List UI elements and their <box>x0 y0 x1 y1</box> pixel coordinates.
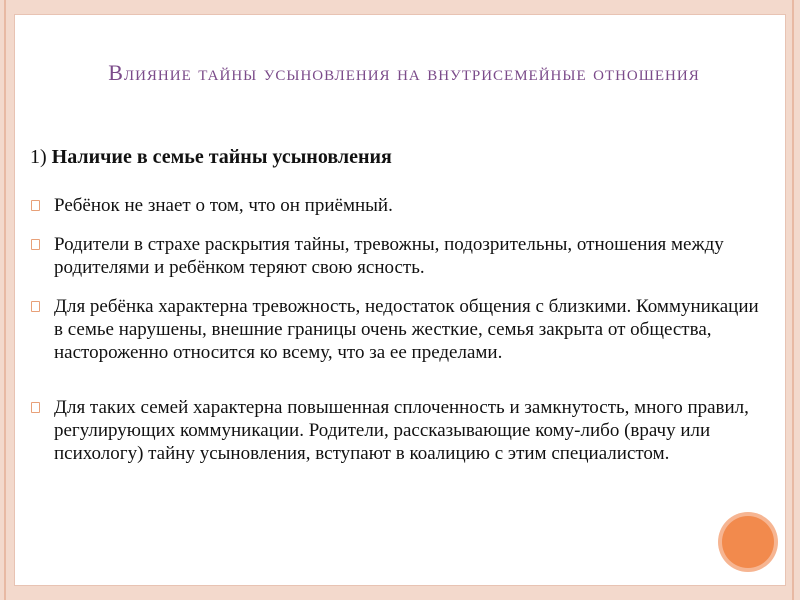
section-number: 1) <box>30 146 47 168</box>
bullet-icon <box>31 301 40 312</box>
bullet-icon <box>31 402 40 413</box>
decorative-circle-icon <box>722 516 774 568</box>
section-heading <box>30 146 392 169</box>
bullet-text: Ребёнок не знает о том, что он приёмный. <box>54 195 393 216</box>
bullet-item <box>28 295 768 364</box>
bullet-icon <box>31 200 40 211</box>
bullet-item <box>28 396 768 465</box>
background-stripe <box>792 0 794 600</box>
slide <box>14 14 786 586</box>
slide-title: Влияние тайны усыновления на внутрисемейные отношения <box>108 60 700 85</box>
bullet-list <box>28 194 768 465</box>
bullet-item <box>28 194 768 217</box>
bullet-text: Для таких семей характерна повышенная сплоченность и замкнутость, много правил, регулирующих коммуникации. Родители, рассказывающие кому-либо (врачу или психологу) тайну усыновления, вступают в коалицию с этим специалистом. <box>54 397 749 464</box>
bullet-icon <box>31 239 40 250</box>
section-heading-text: Наличие в семье тайны усыновления <box>51 146 392 168</box>
bullet-text: Родители в страхе раскрытия тайны, тревожны, подозрительны, отношения между родителями и ребёнком теряют свою ясность. <box>54 234 724 278</box>
bullet-text: Для ребёнка характерна тревожность, недостаток общения с близкими. Коммуникации в семье нарушены, внешние границы очень жесткие, семья закрыта от общества, настороженно относится ко всему, что за ее пределами. <box>54 296 759 363</box>
background-stripe <box>4 0 6 600</box>
bullet-item <box>28 233 768 279</box>
